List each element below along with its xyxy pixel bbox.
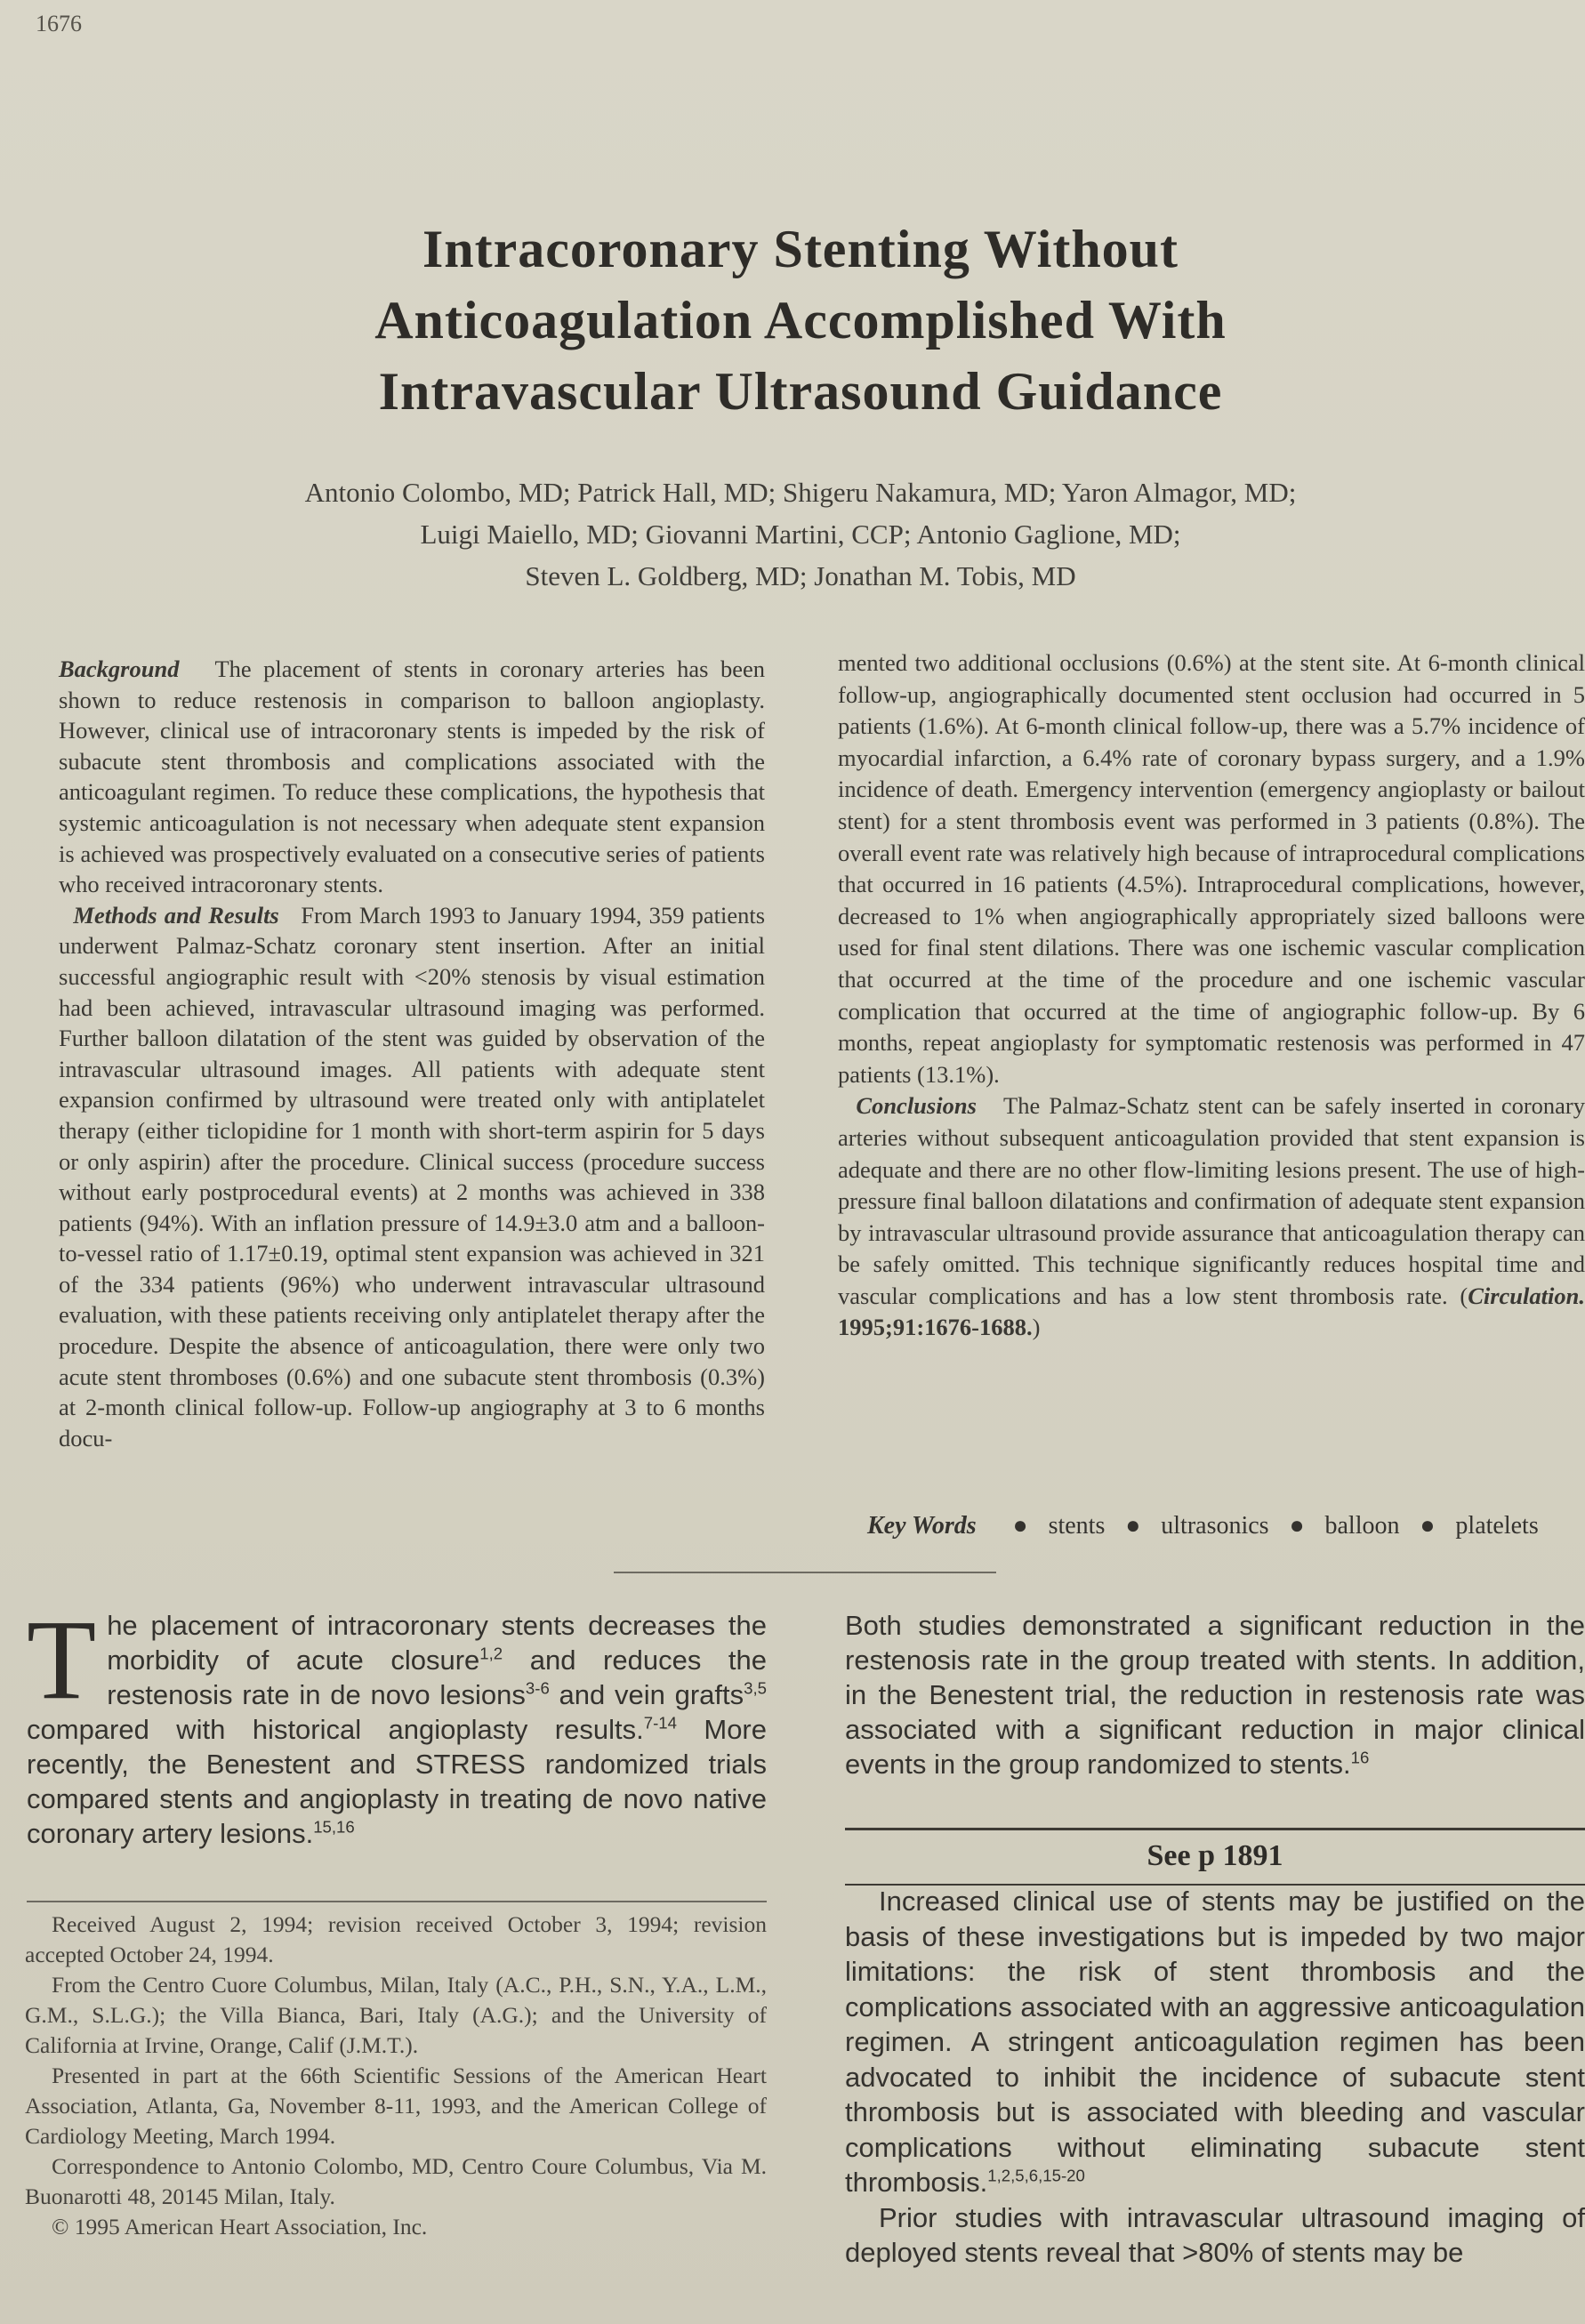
key-word: platelets xyxy=(1455,1512,1539,1540)
footnote-presented: Presented in part at the 66th Scientific Sessions of the American Heart Association, Atlanta, Ga, November 8-11, 1993, and the American College of Cardiology Meeting, March 1994. xyxy=(25,2063,767,2149)
section-divider xyxy=(614,1572,996,1573)
intro-text: and vein grafts xyxy=(549,1679,744,1710)
abstract-methods-continued: mented two additional occlusions (0.6%) at the stent site. At 6-month clinical follow-up, angiographically documented stent occlusion had occurred in 5 patients (1.6%). At 6-month clinical follow-up, there was a 5.7% incidence of myocardial infarction, a 6.4% rate of coronary bypass surgery, and a 1.9% incidence of death. Emergency intervention (emergency angioplasty or bailout stent) for a stent thrombosis event was performed in 3 patients (0.8%). The overall event rate was relatively high because of intraprocedural complications that occurred in 16 patients (4.5%). Intraprocedural complications, however, decreased to 1% when angiographically appropriately sized balloons were used for final stent dilations. There was one ischemic vascular complication that occurred at the time of the procedure and one ischemic vascular complication that occurred at the time of angiographic follow-up. By 6 months, repeat angioplasty for symptomatic restenosis was performed in 47 patients (13.1%). xyxy=(838,649,1585,1088)
article-title xyxy=(222,213,1379,427)
drop-cap: T xyxy=(27,1596,97,1723)
page-number: 1676 xyxy=(36,11,82,36)
ref-sup: 15,16 xyxy=(313,1817,355,1837)
footnote-received: Received August 2, 1994; revision received October 3, 1994; revision accepted October 24, 1994. xyxy=(25,1911,767,1967)
intro-paragraph xyxy=(27,1596,768,1851)
key-words xyxy=(867,1512,1579,1540)
intro-text: More recently, the Benestent and STRESS randomized trials compared stents and angioplasty in treating de novo native coronary artery lesions. xyxy=(27,1714,768,1849)
body-paragraph xyxy=(845,1884,1585,2200)
intro-text: he placement of intracoronary stents decreases the morbidity of acute closure xyxy=(107,1610,767,1676)
ref-sup: 1,2 xyxy=(479,1644,503,1663)
author-line: Steven L. Goldberg, MD; Jonathan M. Tobis, MD xyxy=(525,560,1076,591)
abstract-background xyxy=(59,654,765,900)
citation: (Circulation. 1995;91:1676-1688.) xyxy=(838,1282,1585,1341)
abstract-methods xyxy=(59,900,765,1454)
footnote-copyright: © 1995 American Heart Association, Inc. xyxy=(52,2214,428,2240)
bullet-icon: ● xyxy=(1289,1512,1305,1540)
intro-text: compared with historical angioplasty results. xyxy=(27,1714,644,1745)
body-text: Increased clinical use of stents may be justified on the basis of these investigations but is impeded by two major limitations: the risk of stent thrombosis and the complications associated with an aggressive anticoagulation regimen. A stringent anticoagulation regimen has been advocated to inhibit the incidence of subacute stent thrombosis but is associated with bleeding and vascular complications without eliminating subacute stent thrombosis. xyxy=(845,1886,1585,2198)
title-line: Intracoronary Stenting Without xyxy=(422,220,1179,278)
footnotes xyxy=(25,1910,767,2242)
title-line: Intravascular Ultrasound Guidance xyxy=(378,362,1223,421)
title-line: Anticoagulation Accomplished With xyxy=(374,291,1227,350)
intro-text: Both studies demonstrated a significant reduction in the restenosis rate in the group treated with stents. In addition, in the Benestent trial, the reduction in restenosis rate was associated with a significant reduction in major clinical events in the group randomized to stents. xyxy=(845,1610,1585,1780)
intro-continued xyxy=(845,1608,1585,1781)
footnote-correspondence: Correspondence to Antonio Colombo, MD, Centro Coure Columbus, Via M. Buonarotti 48, 20145 Milan, Italy. xyxy=(25,2153,767,2209)
ref-sup: 1,2,5,6,15-20 xyxy=(987,2166,1085,2185)
key-word: balloon xyxy=(1324,1512,1400,1540)
background-heading: Background xyxy=(59,655,180,682)
background-text: The placement of stents in coronary arteries has been shown to reduce restenosis in comparison to balloon angioplasty. However, clinical use of intracoronary stents is impeded by the risk of subacute stent thrombosis and complications associated with the anticoagulant regimen. To reduce these complications, the hypothesis that systemic anticoagulation is not necessary when adequate stent expansion is achieved was prospectively evaluated on a consecutive series of patients who received intracoronary stents. xyxy=(59,655,765,898)
abstract-left-column xyxy=(59,654,765,1453)
key-word: stents xyxy=(1048,1512,1106,1540)
abstract-conclusions xyxy=(838,1090,1585,1344)
body-paragraph: Prior studies with intravascular ultrasound imaging of deployed stents reveal that >80% of stents may be xyxy=(845,2201,1585,2268)
author-line: Luigi Maiello, MD; Giovanni Martini, CCP; Antonio Gaglione, MD; xyxy=(420,519,1181,550)
ref-sup: 3,5 xyxy=(744,1678,767,1698)
key-words-label: Key Words xyxy=(867,1512,977,1540)
body-right-column xyxy=(845,1884,1585,2271)
conclusions-text: The Palmaz-Schatz stent can be safely inserted in coronary arteries without subsequent anticoagulation provided that stent expansion is adequate and there are no other flow-limiting lesions present. The use of high-pressure final balloon dilatations and confirmation of adequate stent expansion by intravascular ultrasound provide assurance that anticoagulation therapy can be safely omitted. This technique significantly reduces hospital time and vascular complications and has a low stent thrombosis rate. xyxy=(838,1092,1585,1309)
author-line: Antonio Colombo, MD; Patrick Hall, MD; Shigeru Nakamura, MD; Yaron Almagor, MD; xyxy=(304,477,1297,508)
methods-heading: Methods and Results xyxy=(73,901,279,929)
bullet-icon: ● xyxy=(1012,1512,1028,1540)
body-right-column-top xyxy=(845,1608,1585,1781)
citation-journal: Circulation. xyxy=(1468,1282,1585,1309)
intro-text: and reduces the restenosis rate in de novo lesions xyxy=(107,1644,767,1710)
body-left-column xyxy=(27,1596,768,1851)
citation-ref: 1995;91:1676-1688. xyxy=(838,1314,1033,1341)
abstract-right-column xyxy=(838,647,1585,1344)
ref-sup: 16 xyxy=(1350,1748,1370,1767)
see-page-link[interactable]: See p 1891 xyxy=(845,1828,1585,1886)
bullet-icon: ● xyxy=(1420,1512,1436,1540)
ref-sup: 7-14 xyxy=(643,1713,677,1733)
footnote-divider xyxy=(27,1901,767,1902)
bullet-icon: ● xyxy=(1125,1512,1141,1540)
footnote-affiliations: From the Centro Cuore Columbus, Milan, Italy (A.C., P.H., S.N., Y.A., L.M., G.M., S.L.G.); the Villa Bianca, Bari, Italy (A.G.); and the University of California at Irvine, Orange, Calif (J.M.T.). xyxy=(25,1972,767,2058)
conclusions-heading: Conclusions xyxy=(856,1092,977,1120)
ref-sup: 3-6 xyxy=(525,1678,550,1698)
author-list xyxy=(178,471,1423,597)
key-word: ultrasonics xyxy=(1161,1512,1269,1540)
methods-text: From March 1993 to January 1994, 359 patients underwent Palmaz-Schatz coronary stent insertion. After an initial successful angiographic result with <20% stenosis by visual estimation had been achieved, intravascular ultrasound imaging was performed. Further balloon dilatation of the stent was guided by observation of the intravascular ultrasound images. All patients with adequate stent expansion confirmed by ultrasound were treated only with antiplatelet therapy (either ticlopidine for 1 month with short-term aspirin for 5 days or only aspirin) after the procedure. Clinical success (procedure success without early postprocedural events) at 2 months was achieved in 338 patients (94%). With an inflation pressure of 14.9±3.0 atm and a balloon-to-vessel ratio of 1.17±0.19, optimal stent expansion was achieved in 321 of the 334 patients (96%) who underwent intravascular ultrasound evaluation, with these patients receiving only antiplatelet therapy after the procedure. Despite the absence of anticoagulation, there were only two acute stent thromboses (0.6%) and one subacute stent thrombosis (0.3%) at 2-month clinical follow-up. Follow-up angiography at 3 to 6 months docu- xyxy=(59,901,766,1451)
